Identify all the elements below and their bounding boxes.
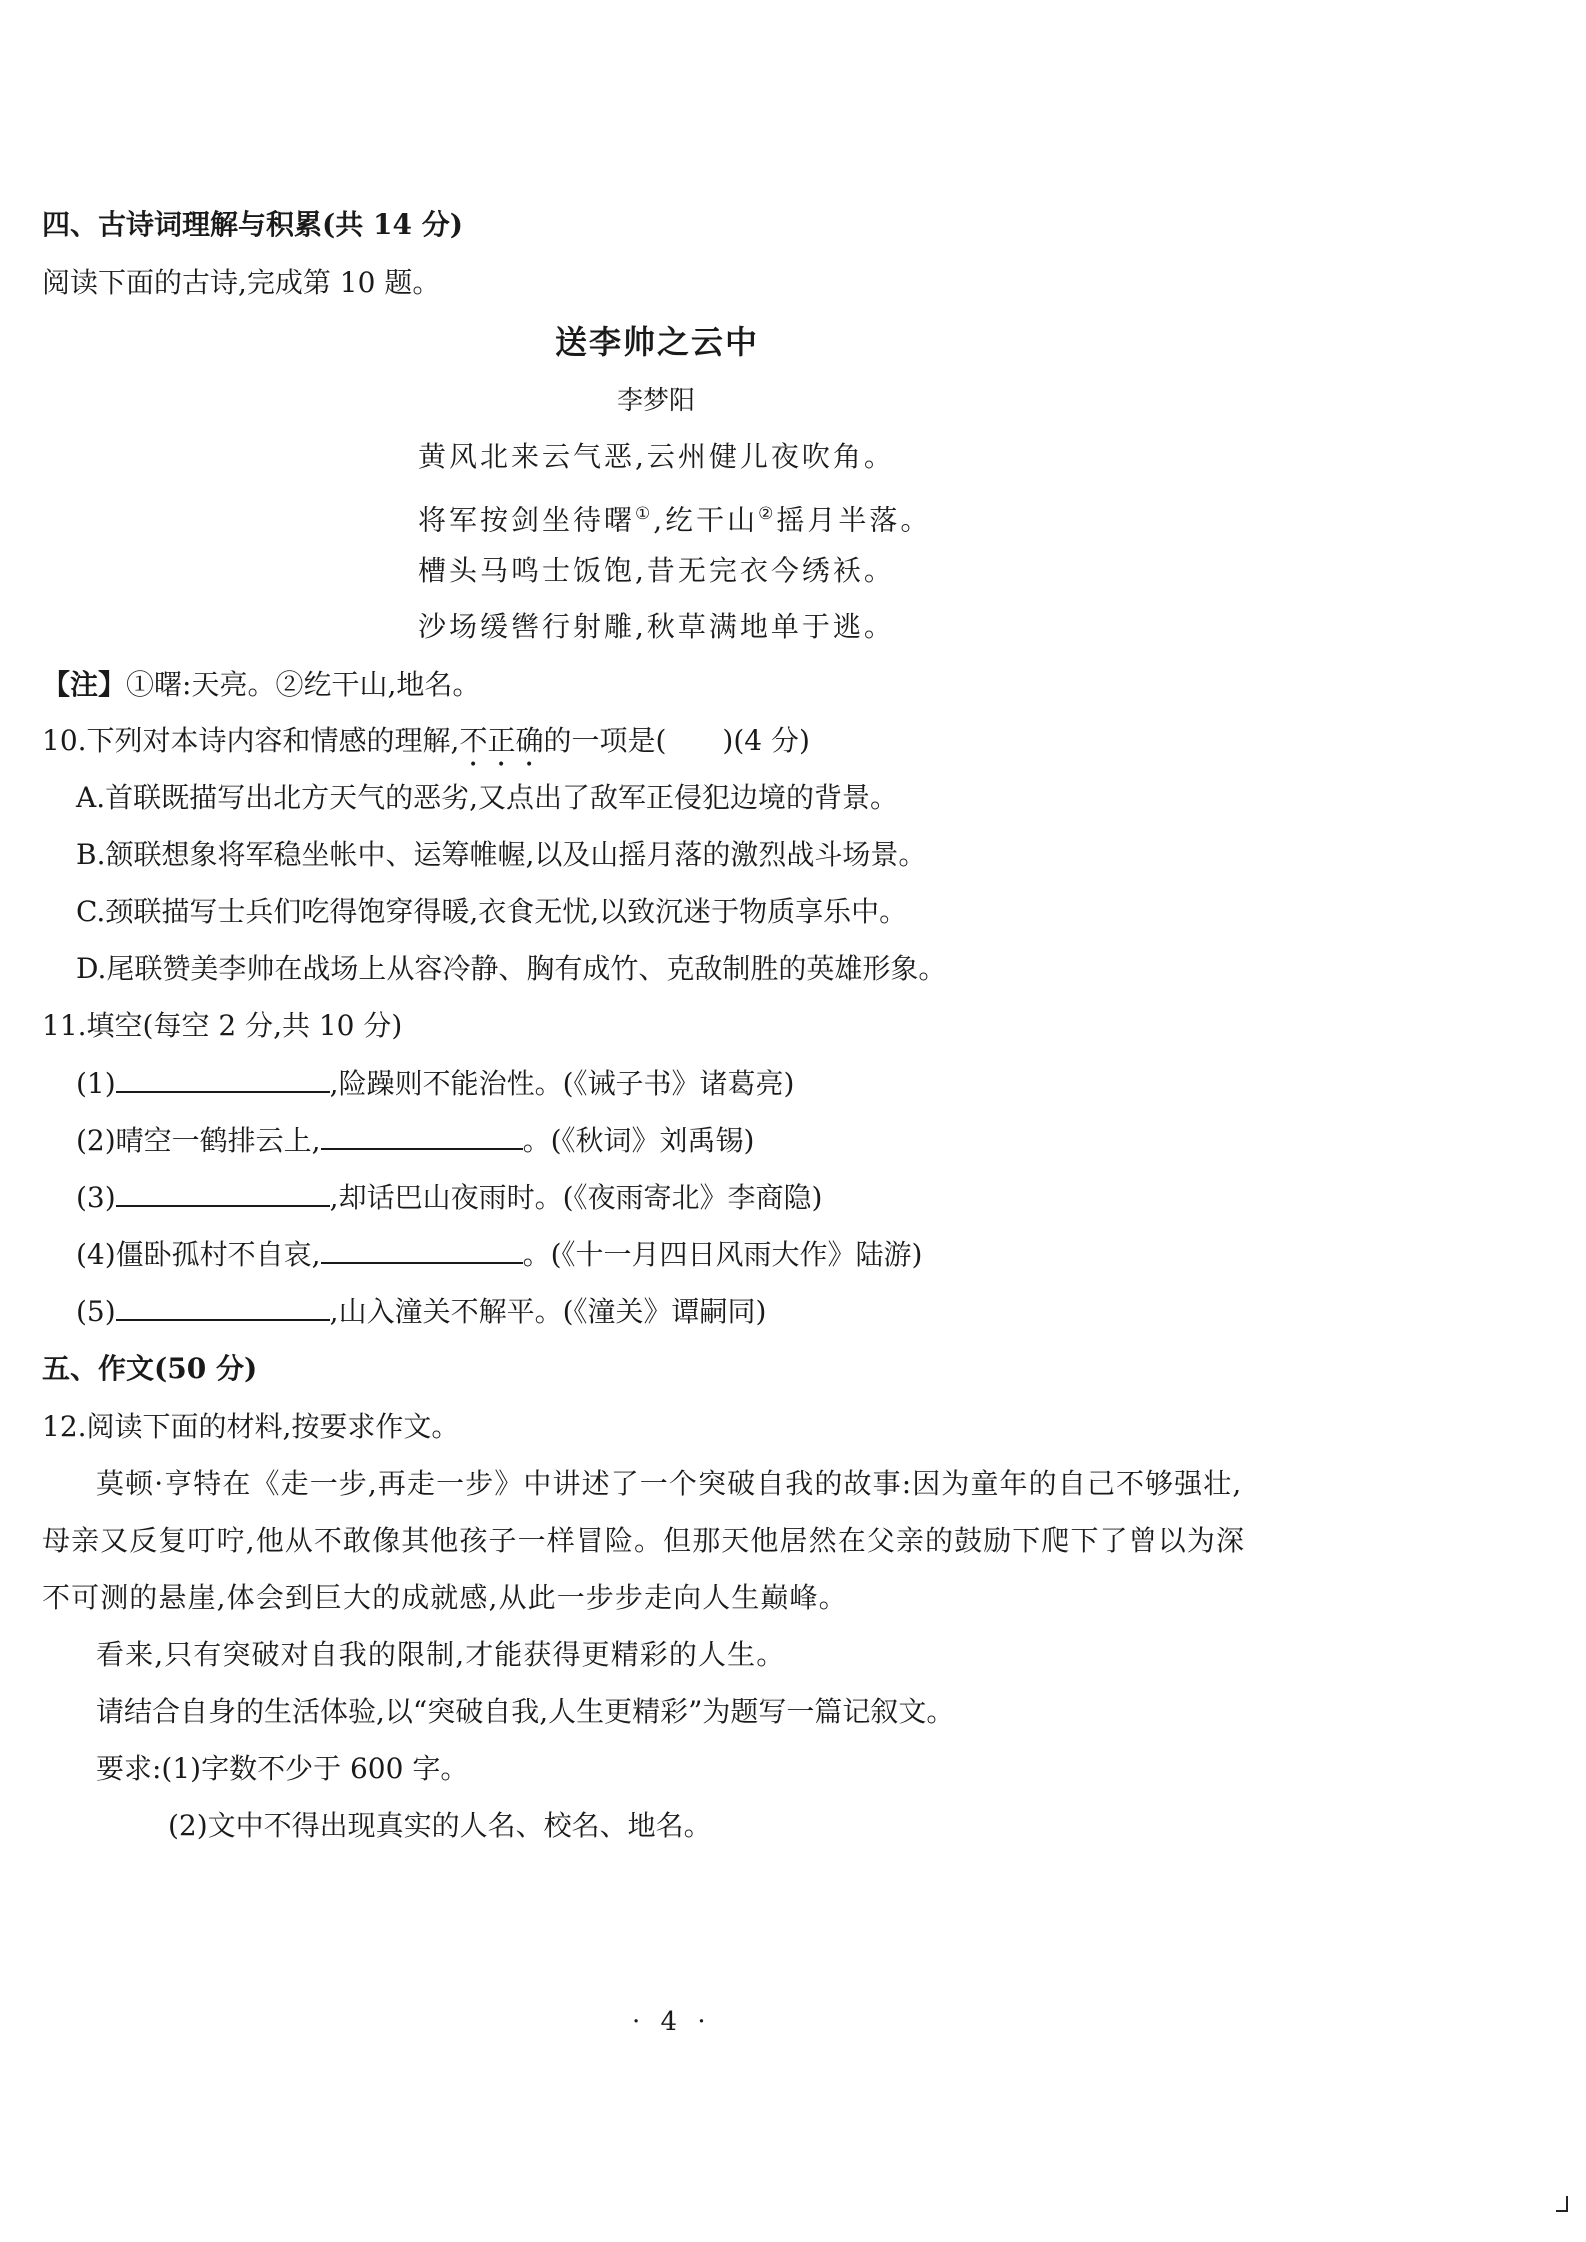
q10-stem-part: 10.下列对本诗内容和情感的理解,: [42, 724, 460, 757]
writing-task: 请结合自身的生活体验,以“突破自我,人生更精彩”为题写一篇记叙文。: [96, 1695, 955, 1728]
poem-line-text: 摇月半落。: [776, 503, 932, 537]
section4-instruction: 阅读下面的古诗,完成第 10 题。: [42, 266, 441, 299]
q11-item: [76, 1291, 766, 1332]
fill-blank[interactable]: [116, 1063, 330, 1093]
q10-option-d: D.尾联赞美李帅在战场上从容冷静、胸有成竹、克敌制胜的英雄形象。: [76, 952, 947, 985]
q10-option-c: C.颈联描写士兵们吃得饱穿得暖,衣食无忧,以致沉迷于物质享乐中。: [76, 895, 908, 928]
material-insight: 看来,只有突破对自我的限制,才能获得更精彩的人生。: [96, 1638, 786, 1671]
q10-option-a: A.首联既描写出北方天气的恶劣,又点出了敌军正侵犯边境的背景。: [76, 781, 899, 814]
q11-item-text: ,险躁则不能治性。(《诫子书》诸葛亮): [329, 1067, 795, 1100]
fill-blank[interactable]: [116, 1177, 330, 1207]
q11-item: [76, 1120, 754, 1161]
note-label: 【注】: [42, 668, 127, 701]
q11-item-pre: (4)僵卧孤村不自哀,: [76, 1238, 321, 1271]
material-line: 母亲又反复叮咛,他从不敢像其他孩子一样冒险。但那天他居然在父亲的鼓励下爬下了曾以为深: [42, 1524, 1246, 1557]
fill-blank[interactable]: [116, 1291, 330, 1321]
q10-stem: [42, 721, 810, 773]
q11-item-pre: (3): [76, 1181, 116, 1214]
q11-item-pre: (2)晴空一鹤排云上,: [76, 1124, 321, 1157]
crop-mark: [1556, 2196, 1568, 2212]
poem-line-text: ,纥干山: [653, 503, 759, 537]
q11-stem: 11.填空(每空 2 分,共 10 分): [42, 1009, 403, 1042]
poem-line: [418, 607, 895, 647]
q11-item-text: 。(《秋词》刘禹锡): [522, 1124, 755, 1157]
q10-stem-part: )(4 分): [722, 724, 810, 757]
footnote-marker: ①: [635, 504, 654, 524]
q11-item-text: ,却话巴山夜雨时。(《夜雨寄北》李商隐): [329, 1181, 823, 1214]
section5-heading: 五、作文(50 分): [42, 1352, 258, 1385]
poem-line-text: 黄风北来云气恶,云州健儿夜吹角。: [418, 440, 895, 473]
q11-item-pre: (5): [76, 1295, 116, 1328]
q11-item: [76, 1234, 922, 1275]
poem-line: [418, 437, 895, 477]
q10-option-b: B.颔联想象将军稳坐帐中、运筹帷幄,以及山摇月落的激烈战斗场景。: [76, 838, 927, 871]
poem-line-text: 将军按剑坐待曙: [418, 503, 636, 537]
q11-item-text: ,山入潼关不解平。(《潼关》谭嗣同): [329, 1295, 767, 1328]
requirement-1: 要求:(1)字数不少于 600 字。: [96, 1752, 469, 1785]
material-line: 不可测的悬崖,体会到巨大的成就感,从此一步步走向人生巅峰。: [42, 1581, 848, 1614]
q10-emphasis: 不正确: [459, 724, 544, 757]
q11-item-pre: (1): [76, 1067, 116, 1100]
q11-item: [76, 1063, 794, 1104]
poem-note: [42, 665, 480, 705]
q11-item-text: 。(《十一月四日风雨大作》陆游): [522, 1238, 923, 1271]
poem-line-text: 槽头马鸣士饭饱,昔无完衣今绣袄。: [418, 554, 895, 587]
requirement-2: (2)文中不得出现真实的人名、校名、地名。: [168, 1809, 712, 1842]
poem-author: 李梦阳: [617, 386, 696, 416]
q10-stem-part: 的一项是(: [543, 724, 667, 757]
poem-line: [418, 494, 931, 540]
note-text: ①曙:天亮。②纥干山,地名。: [126, 668, 481, 701]
fill-blank[interactable]: [321, 1234, 523, 1264]
poem-line-text: 沙场缓辔行射雕,秋草满地单于逃。: [418, 610, 895, 643]
material-line: 莫顿·亨特在《走一步,再走一步》中讲述了一个突破自我的故事:因为童年的自己不够强壮,: [96, 1467, 1243, 1500]
q11-item: [76, 1177, 822, 1218]
poem-title: 送李帅之云中: [555, 323, 760, 361]
fill-blank[interactable]: [321, 1120, 523, 1150]
section4-heading: 四、古诗词理解与积累(共 14 分): [42, 208, 463, 241]
footnote-marker: ②: [758, 504, 777, 524]
poem-line: [418, 551, 895, 591]
q12-stem: 12.阅读下面的材料,按要求作文。: [42, 1410, 460, 1443]
page-number: · 4 ·: [632, 2007, 712, 2037]
